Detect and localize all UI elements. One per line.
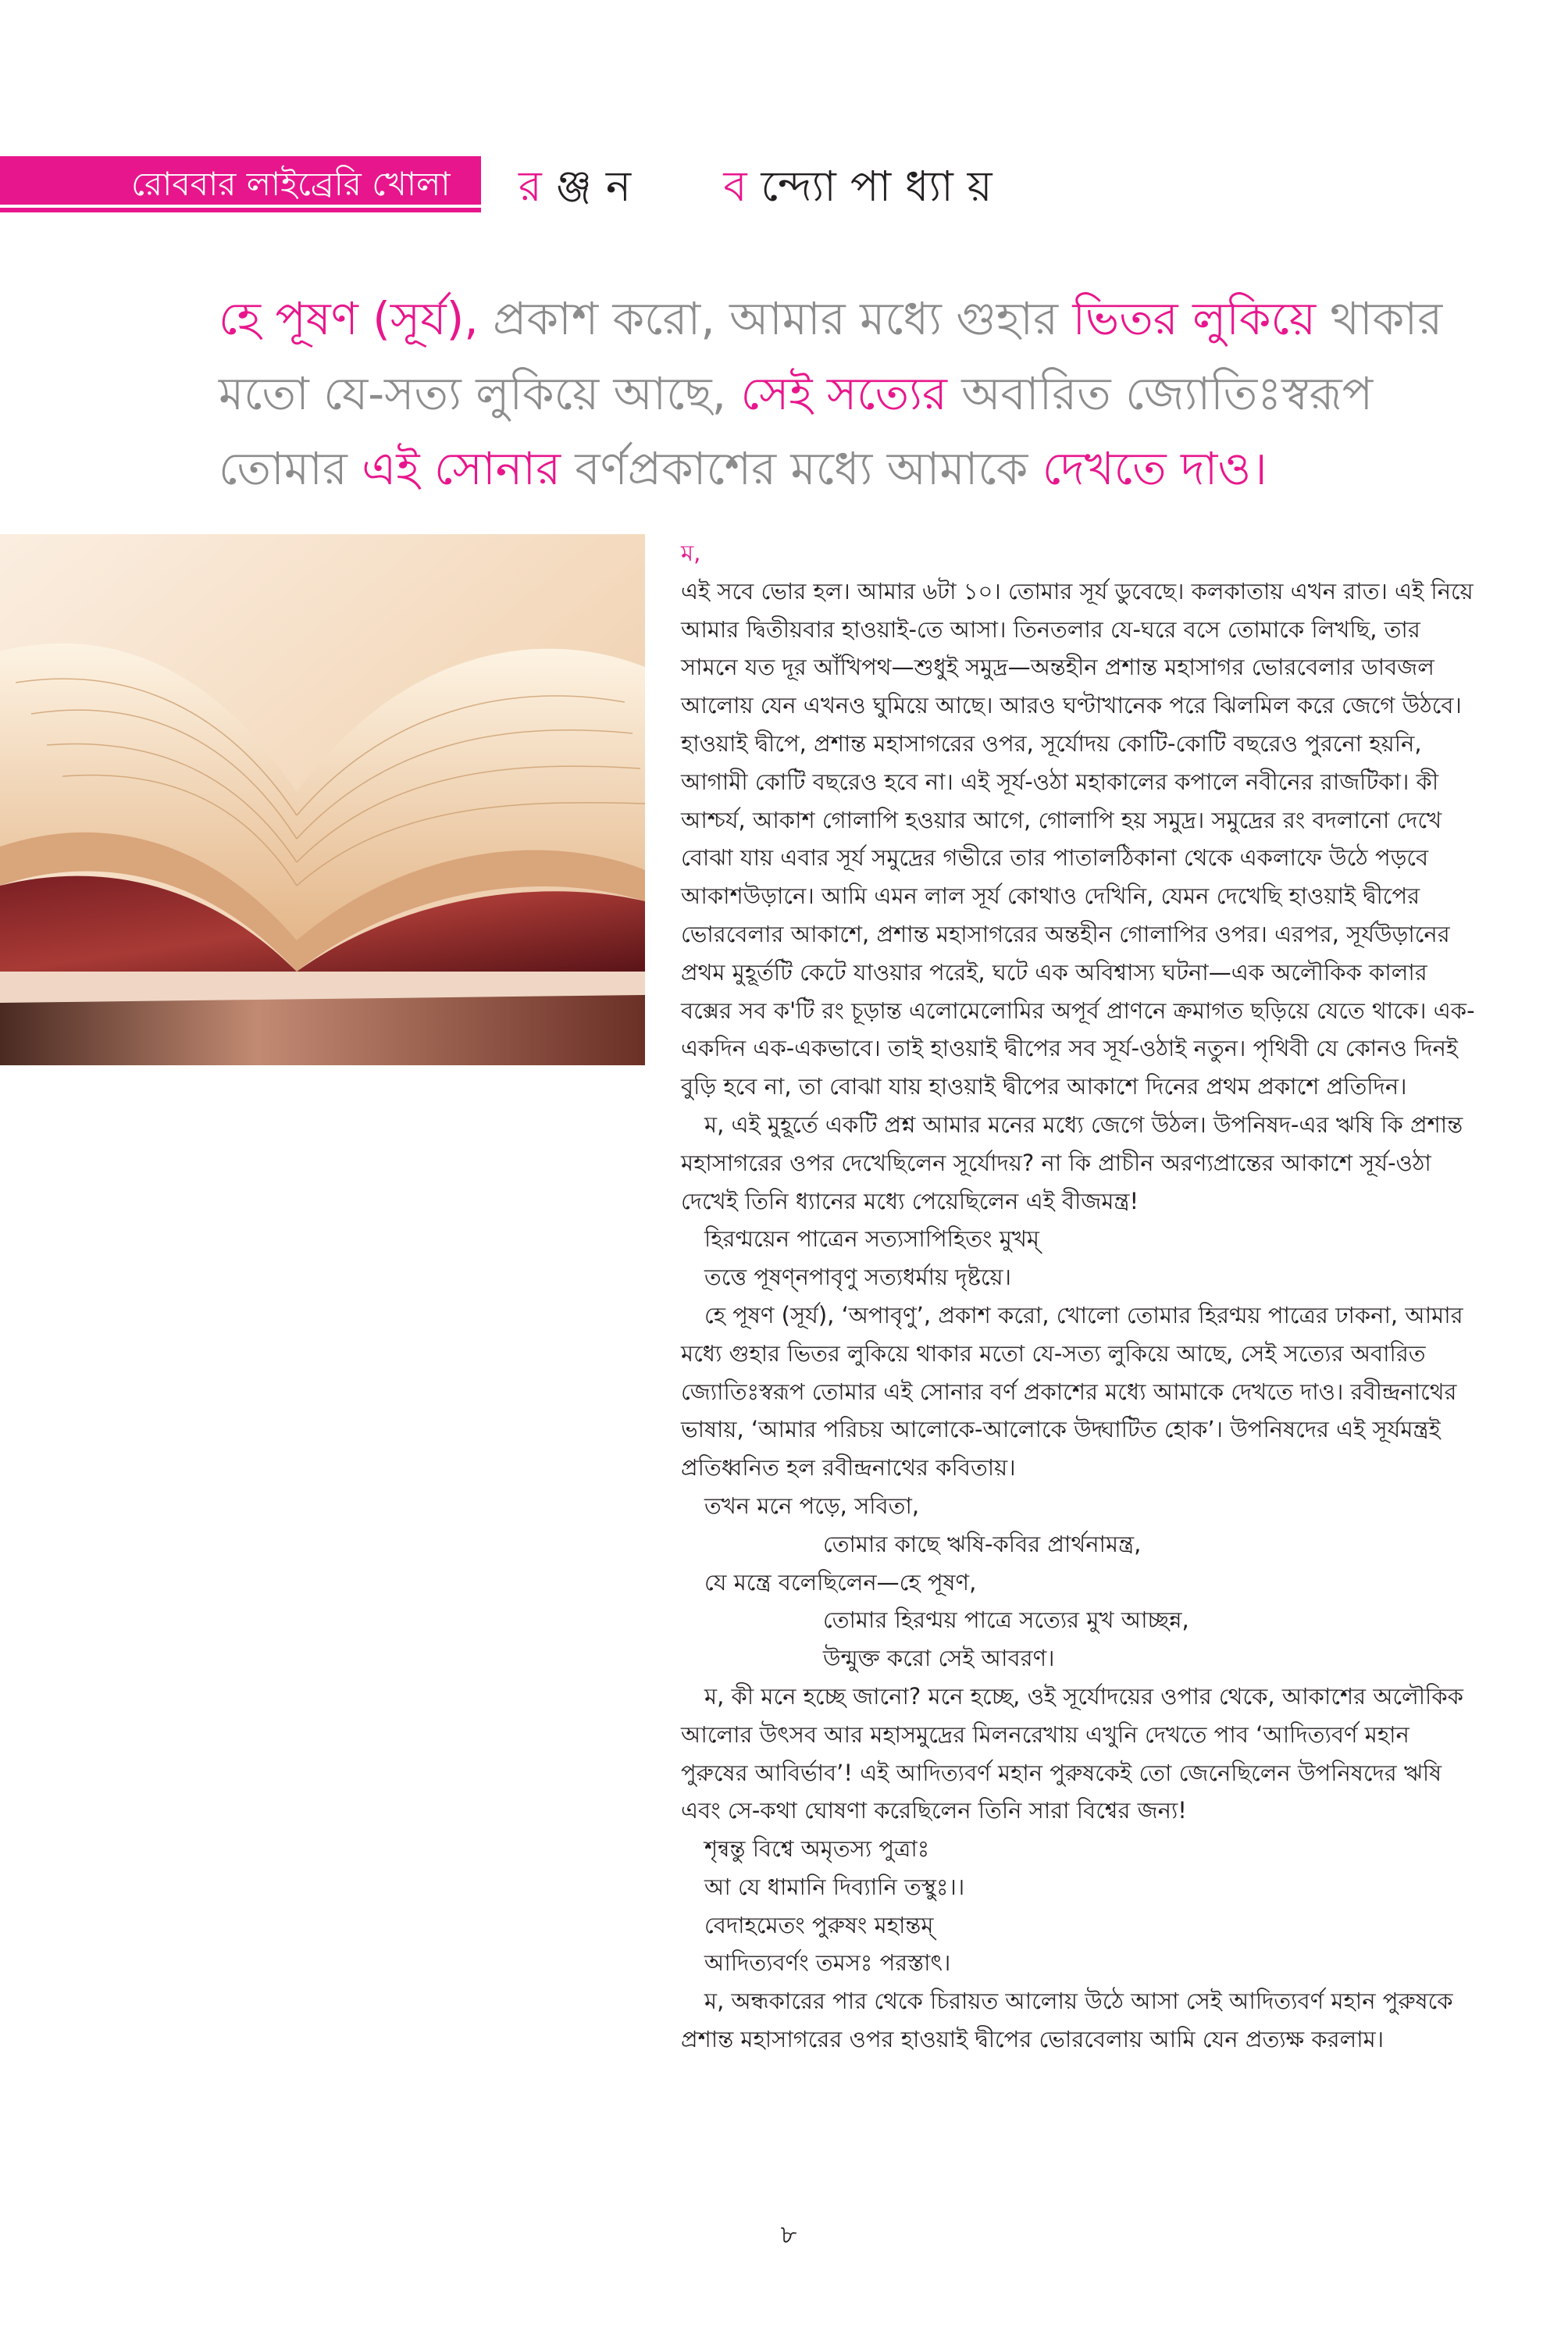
- lead-text: প্রকাশ করো, আমার মধ্যে গুহার: [478, 292, 1073, 345]
- verse-line: শৃন্বন্তু বিশ্বে অমৃতস্য পুত্রাঃ: [704, 1835, 930, 1863]
- verse-line: যে মন্ত্রে বলেছিলেন—হে পূষণ,: [704, 1568, 977, 1596]
- author-first-part: ঞ্জ: [555, 162, 606, 211]
- section-label: রোববার লাইব্রেরি খোলা: [131, 165, 451, 203]
- lead-text: বর্ণপ্রকাশের মধ্যে আমাকে: [561, 442, 1042, 495]
- author-last-part: য়: [967, 162, 1007, 211]
- lead-highlight: সেই সত্যের: [740, 367, 947, 420]
- author-last-part: ধ্যা: [905, 162, 968, 211]
- paragraph: এই সবে ভোর হল। আমার ৬টা ১০। তোমার সূর্য ডুবেছে। কলকাতায় এখন রাত। এই নিয়ে আমার দ্বিতীয়বার হাওয়াই-তে আসা। তিনতলার যে-ঘরে বসে তোমাকে লিখছি, তার সামনে যত দূর আঁখিপথ—শুধুই সমুদ্র—অন্তহীন প্রশান্ত মহাসাগর ভোরবেলার ডাবজল আলোয় যেন এখনও ঘুমিয়ে আছে। আরও ঘণ্টাখানেক পরে ঝিলমিল করে জেগে উঠবে। হাওয়াই দ্বীপে, প্রশান্ত মহাসাগরের ওপর, সূর্যোদয় কোটি-কোটি বছরেও পুরনো হয়নি, আগামী কোটি বছরেও হবে না। এই সূর্য-ওঠা মহাকালের কপালে নবীনের রাজটিকা। কী আশ্চর্য, আকাশ গোলাপি হওয়ার আগে, গোলাপি হয় সমুদ্র। সমুদ্রের রং বদলানো দেখে বোঝা যায় এবার সূর্য সমুদ্রের গভীরে তার পাতালঠিকানা থেকে একলাফে উঠে পড়বে আকাশউড়ানে। আমি এমন লাল সূর্য কোথাও দেখিনি, যেমন দেখেছি হাওয়াই দ্বীপের ভোরবেলার আকাশে, প্রশান্ত মহাসাগরের অন্তহীন গোলাপির ওপর। এরপর, সূর্যউড়ানের প্রথম মুহূর্তটি কেটে যাওয়ার পরেই, ঘটে এক অবিশ্বাস্য ঘটনা—এক অলৌকিক কালার বক্সের সব ক'টি রং চূড়ান্ত এলোমেলোমির অপূর্ব প্রাণনে ক্রমাগত ছড়িয়ে যেতে থাকে। এক-একদিন এক-একভাবে। তাই হাওয়াই দ্বীপের সব সূর্য-ওঠাই নতুন। পৃথিবী যে কোনও দিনই বুড়ি হবে না, তা বোঝা যায় হাওয়াই দ্বীপের আকাশে দিনের প্রথম প্রকাশে প্রতিদিন।: [681, 577, 1475, 1100]
- open-book-image: [0, 534, 645, 1065]
- lead-highlight: ভিতর লুকিয়ে: [1072, 292, 1316, 345]
- verse-line-indented: উন্মুক্ত করো সেই আবরণ।: [823, 1645, 1055, 1672]
- lead-highlight: দেখতে দাও।: [1042, 442, 1267, 495]
- verse-line-indented: তোমার কাছে ঋষি-কবির প্রার্থনামন্ত্র,: [823, 1530, 1142, 1557]
- salutation: ম,: [681, 540, 701, 566]
- verse-line: তত্তে পূষণ্নপাবৃণু সত্যধর্মায় দৃষ্টয়ে।: [704, 1264, 1012, 1291]
- lead-highlight: হে পূষণ (সূর্য),: [219, 292, 479, 345]
- author-last-initial: ব: [723, 162, 761, 211]
- paragraph: হে পূষণ (সূর্য), ‘অপাবৃণু’, প্রকাশ করো, খোলো তোমার হিরণ্ময় পাত্রের ঢাকনা, আমার মধ্যে গুহার ভিতর লুকিয়ে থাকার মতো যে-সত্য লুকিয়ে আছে, সেই সত্যের অবারিত জ্যোতিঃস্বরূপ তোমার এই সোনার বর্ণ প্রকাশের মধ্যে আমাকে দেখতে দাও। রবীন্দ্রনাথের ভাষায়, ‘আমার পরিচয় আলোকে-আলোকে উদ্ঘাটিত হোক’। উপনিষদের এই সূর্যমন্ত্রই প্রতিধ্বনিত হল রবীন্দ্রনাথের কবিতায়।: [681, 1301, 1463, 1482]
- verse-line: আ যে ধামানি দিব্যানি তস্থুঃ।।: [704, 1873, 965, 1900]
- verse-line-indented: তোমার হিরণ্ময় পাত্রে সত্যের মুখ আচ্ছন্ন,: [823, 1606, 1189, 1634]
- author-name: [519, 161, 1007, 212]
- author-last-part: পা: [850, 162, 906, 211]
- verse-line: তখন মনে পড়ে, সবিতা,: [704, 1492, 920, 1519]
- letter-body: [681, 534, 1477, 2059]
- lead-text: থাকার মতো যে-সত্য লুকিয়ে আছে,: [219, 292, 1443, 420]
- verse-line: আদিত্যবর্ণং তমসঃ পরস্তাৎ।: [704, 1949, 951, 1977]
- lead-highlight: এই সোনার: [362, 442, 561, 495]
- paragraph: ম, অন্ধকারের পার থেকে চিরায়ত আলোয় উঠে আসা সেই আদিত্যবর্ণ মহান পুরুষকে প্রশান্ত মহাসাগরের ওপর হাওয়াই দ্বীপের ভোরবেলায় আমি যেন প্রত্যক্ষ করলাম।: [681, 1988, 1453, 2053]
- page-number: ৮: [780, 2220, 797, 2249]
- lead-quote: [219, 281, 1499, 506]
- paragraph: ম, এই মুহূর্তে একটি প্রশ্ন আমার মনের মধ্যে জেগে উঠল। উপনিষদ-এর ঋষি কি প্রশান্ত মহাসাগরের ওপর দেখেছিলেন সূর্যোদয়? না কি প্রাচীন অরণ্যপ্রান্তের আকাশে সূর্য-ওঠা দেখেই তিনি ধ্যানের মধ্যে পেয়েছিলেন এই বীজমন্ত্র!: [681, 1111, 1463, 1214]
- author-first-part: ন: [605, 162, 646, 211]
- verse-line: বেদাহমেতং পুরুষং মহান্তম্: [704, 1911, 934, 1938]
- header-separator: [490, 156, 498, 212]
- author-last-part: ন্দ্যো: [761, 162, 850, 211]
- author-first-initial: র: [519, 162, 556, 211]
- paragraph: ম, কী মনে হচ্ছে জানো? মনে হচ্ছে, ওই সূর্যোদয়ের ওপার থেকে, আকাশের অলৌকিক আলোর উৎসব আর মহাসমুদ্রের মিলনরেখায় এখুনি দেখতে পাব ‘আদিত্যবর্ণ মহান পুরুষের আবির্ভাব’! এই আদিত্যবর্ণ মহান পুরুষকেই তো জেনেছিলেন উপনিষদের ঋষি এবং সে-কথা ঘোষণা করেছিলেন তিনি সারা বিশ্বের জন্য!: [681, 1682, 1463, 1824]
- verse-line: হিরণ্ময়েন পাত্রেন সত্যসাপিহিতং মুখম্: [704, 1225, 1039, 1253]
- lead-text: অবারিত জ্যোতিঃস্বরূপ তোমার: [219, 367, 1374, 495]
